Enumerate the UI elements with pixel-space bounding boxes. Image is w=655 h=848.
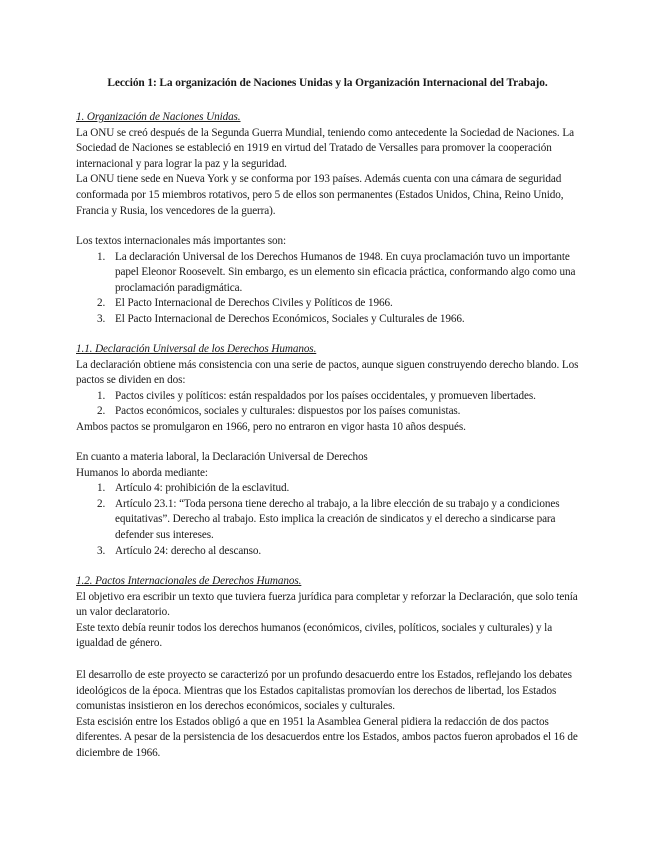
section-1-1: [76, 342, 586, 436]
list-item: 2. Artículo 23.1: “Toda persona tiene derecho al trabajo, a la libre elección de su trabajo y a condiciones equitativas”. Derecho al trabajo. Esto implica la creación de sindicatos y el derecho a sindicarse para defender sus intereses.: [97, 497, 560, 541]
numbered-list: [76, 481, 586, 559]
paragraph: En cuanto a materia laboral, la Declaración Universal de Derechos: [76, 451, 368, 463]
list-item: 2. El Pacto Internacional de Derechos Civiles y Políticos de 1966.: [97, 297, 393, 310]
paragraph: Ambos pactos se promulgaron en 1966, pero no entraron en vigor hasta 10 años después.: [76, 420, 466, 433]
list-item: 2. Pactos económicos, sociales y culturales: dispuestos por los países comunistas.: [97, 405, 461, 418]
section-heading: 1. Organización de Naciones Unidas.: [76, 111, 241, 123]
paragraph: La declaración obtiene más consistencia con una serie de pactos, aunque siguen construyendo derecho blando. Los pactos se dividen en dos:: [76, 358, 579, 387]
list-item: 3. El Pacto Internacional de Derechos Económicos, Sociales y Culturales de 1966.: [97, 312, 465, 325]
paragraph: La ONU se creó después de la Segunda Guerra Mundial, teniendo como antecedente la Sociedad de Naciones. La Sociedad de Naciones se estableció en 1919 en virtud del Tratado de Versalles para promover la cooperación internacional y para lograr la paz y la seguridad.: [76, 126, 574, 170]
section-1-1-labor: [76, 450, 586, 559]
list-item: 1. Pactos civiles y políticos: están respaldados por los países occidentales, y promueven libertades.: [97, 389, 536, 402]
section-1: [76, 110, 586, 219]
paragraph: Humanos lo aborda mediante:: [76, 466, 208, 479]
section-1-list-block: [76, 234, 586, 328]
list-item: 3. Artículo 24: derecho al descanso.: [97, 544, 262, 557]
page-title: Lección 1: La organización de Naciones Unidas y la Organización Internacional del Trabajo.: [107, 77, 548, 89]
numbered-list: [76, 389, 586, 420]
paragraph: Los textos internacionales más importantes son:: [76, 235, 286, 247]
numbered-list: [76, 250, 586, 328]
paragraph: El desarrollo de este proyecto se caracterizó por un profundo desacuerdo entre los Estados, reflejando los debates ideológicos de la época. Mientras que los Estados capitalistas promovían los derechos de libertad, los Estados comunistas insistieron en los derechos económicos, sociales y culturales.: [76, 669, 572, 713]
paragraph: La ONU tiene sede en Nueva York y se conforma por 193 países. Además cuenta con una cámara de seguridad conformada por 15 miembros rotativos, pero 5 de ellos son permanentes (Estados Unidos, China, Reino Unido, Francia y Rusia, los vencedores de la guerra).: [76, 173, 564, 217]
list-item: 1. Artículo 4: prohibición de la esclavitud.: [97, 482, 290, 495]
section-1-2-development: [76, 668, 586, 762]
paragraph: Este texto debía reunir todos los derechos humanos (económicos, civiles, políticos, sociales y culturales) y la igualdad de género.: [76, 621, 553, 650]
paragraph: El objetivo era escribir un texto que tuviera fuerza jurídica para completar y reforzar la Declaración, que solo tenía un valor declaratorio.: [76, 590, 578, 619]
section-heading: 1.2. Pactos Internacionales de Derechos Humanos.: [76, 575, 302, 587]
section-1-2: [76, 574, 586, 652]
paragraph: Esta escisión entre los Estados obligó a que en 1951 la Asamblea General pidiera la redacción de dos pactos diferentes. A pesar de la persistencia de los desacuerdos entre los Estados, ambos pactos fueron aprobados el 16 de diciembre de 1966.: [76, 715, 578, 759]
section-heading: 1.1. Declaración Universal de los Derechos Humanos.: [76, 343, 317, 355]
list-item: 1. La declaración Universal de los Derechos Humanos de 1948. En cuya proclamación tuvo un importante papel Eleonor Roosevelt. Sin embargo, es un elemento sin eficacia práctica, conformando algo como una proclamación paradigmática.: [97, 250, 576, 294]
